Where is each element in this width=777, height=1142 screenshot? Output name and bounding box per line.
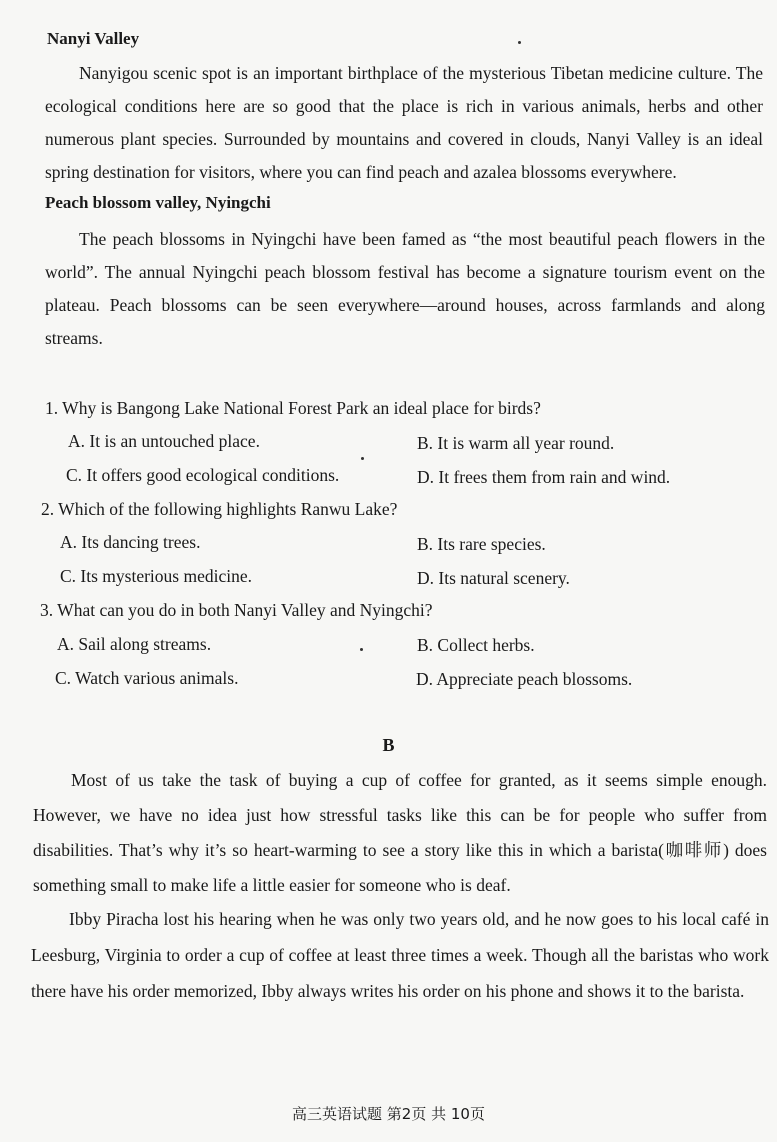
section-b-paragraph-2-text: Ibby Piracha lost his hearing when he was only two years old, and he now goes to his local café in Leesburg, Virginia to order a cup of coffee at least three times a week. Though all the baristas who work there have his order memorized, Ibby always writes his order on his phone and shows it to the barista. <box>31 909 769 1001</box>
peach-valley-heading: Peach blossom valley, Nyingchi <box>45 193 271 212</box>
question-3-option-b: B. Collect herbs. <box>417 635 535 655</box>
peach-valley-text: The peach blossoms in Nyingchi have been famed as “the most beautiful peach flowers in the world”. The annual Nyingchi peach blossom festival has become a signature tourism event on the plateau. Peach blossoms can be seen everywhere—around houses, across farmlands and along streams. <box>45 229 765 348</box>
scan-speck <box>361 457 364 460</box>
question-2-option-c: C. Its mysterious medicine. <box>60 566 252 586</box>
question-3-option-d: D. Appreciate peach blossoms. <box>416 669 633 689</box>
question-3-option-a: A. Sail along streams. <box>57 634 212 654</box>
question-1-option-b: B. It is warm all year round. <box>417 433 615 453</box>
question-2-option-d: D. Its natural scenery. <box>417 568 570 588</box>
peach-valley-paragraph <box>45 223 765 355</box>
section-b-paragraph-1 <box>33 763 767 903</box>
scan-speck <box>360 648 363 651</box>
section-b-heading: B <box>382 735 395 755</box>
question-1-stem: 1. Why is Bangong Lake National Forest Park an ideal place for birds? <box>45 398 541 418</box>
question-3-option-c: C. Watch various animals. <box>55 668 239 688</box>
question-1-option-d: D. It frees them from rain and wind. <box>417 467 671 487</box>
question-2-stem: 2. Which of the following highlights Ranwu Lake? <box>41 499 398 519</box>
nanyi-valley-text: Nanyigou scenic spot is an important birthplace of the mysterious Tibetan medicine culture. The ecological conditions here are so good that the place is rich in various animals, herbs and other numerous plant species. Surrounded by mountains and covered in clouds, Nanyi Valley is an ideal spring destination for visitors, where you can find peach and azalea blossoms everywhere. <box>45 63 763 182</box>
scan-speck <box>518 41 521 44</box>
section-b-paragraph-1-text: Most of us take the task of buying a cup of coffee for granted, as it seems simple enough. However, we have no idea just how stressful tasks like this can be for people who suffer from disabilities. That’s why it’s so heart-warming to see a story like this in which a barista(咖啡师) does something small to make life a little easier for someone who is deaf. <box>33 770 767 895</box>
question-1-option-a: A. It is an untouched place. <box>68 431 260 451</box>
question-1-option-c: C. It offers good ecological conditions. <box>66 465 340 485</box>
nanyi-valley-paragraph <box>45 57 763 189</box>
question-3-stem: 3. What can you do in both Nanyi Valley and Nyingchi? <box>40 600 433 620</box>
section-b-paragraph-2 <box>31 901 769 1009</box>
nanyi-valley-heading: Nanyi Valley <box>47 29 140 48</box>
question-2-option-b: B. Its rare species. <box>417 534 546 554</box>
page-footer: 高三英语试题 第2页 共 10页 <box>292 1105 485 1123</box>
question-2-option-a: A. Its dancing trees. <box>60 532 201 552</box>
